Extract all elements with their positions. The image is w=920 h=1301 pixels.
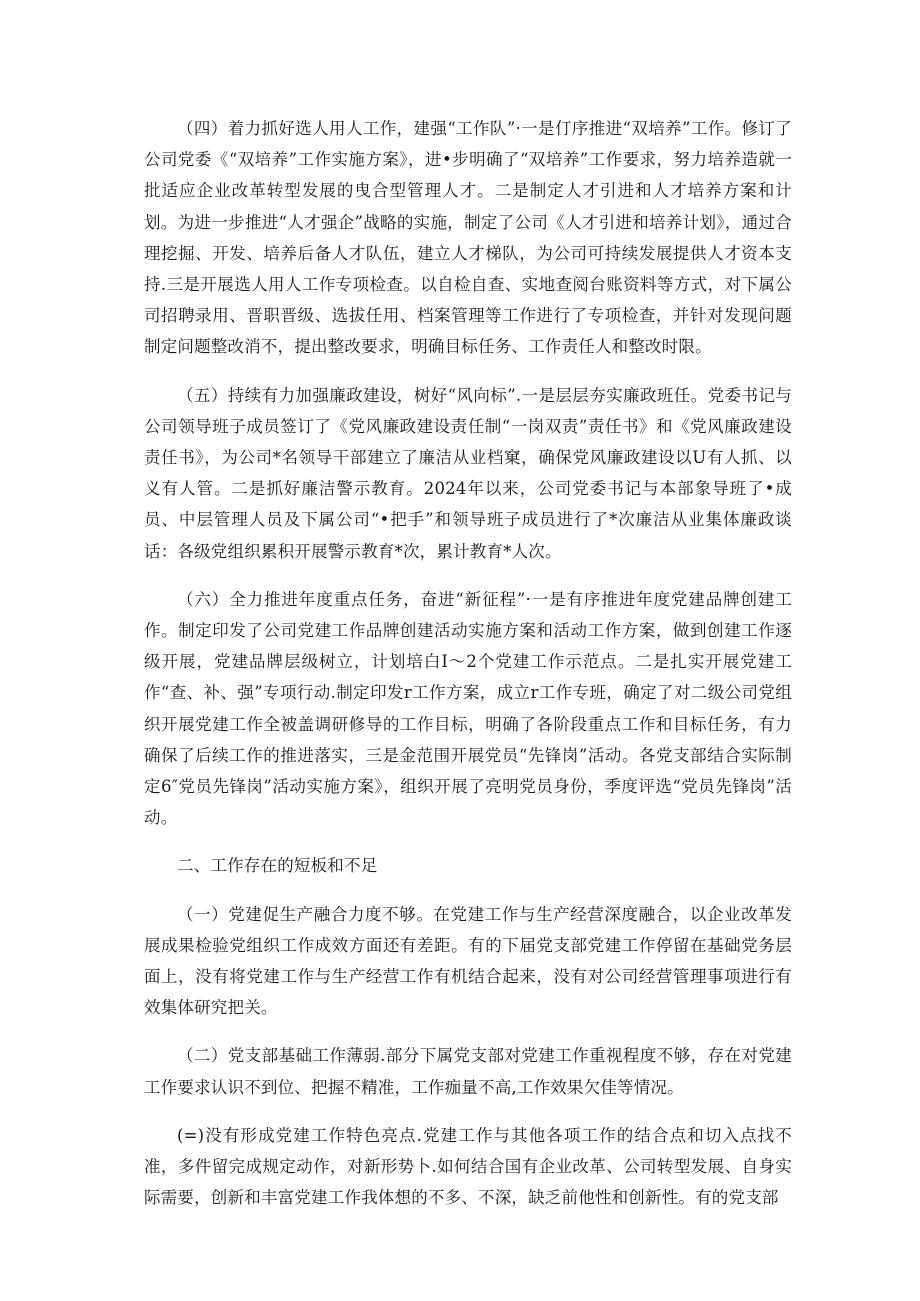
paragraph-annual-tasks: （六）全力推进年度重点任务，奋进“新征程”·一是有序推进年度党建品牌创建工作。制定印发了公司党建工作品牌创建活动实施方案和活动工作方案，做到创建工作逐级开展，党建品牌层级树立，计划培白I〜2个党建工作示范点。二是扎实开展党建工作“查、补、强”专项行动.制定印发r工作方案，成立r工作专班，确定了对二级公司党组织开展党建工作全被盖调研修导的工作目标，明确了各阶段重点工作和目标任务，有力确保了后续工作的推进落实，三是金范围开展党员“先锋岗”活动。各党支部结合实际制定6″党员先锋岗”活动实施方案》，组织开展了亮明党员身份，季度评选“党员先锋岗”活动。: [144, 589, 792, 828]
document-body: [144, 113, 792, 1231]
paragraph-integration-weak: （一）党建促生产融合力度不够。在党建工作与生产经营深度融合，以企业改革发展成果检验党组织工作成效方面还有差距。有的下届党支部党建工作停留在基础党务层面上，没有将党建工作与生产经营工作有机结合起来，没有对公司经营管理事项进行有效集体研究把关。: [144, 904, 792, 1018]
paragraph-integrity-building: （五）持续有力加强廉政建设，树好“风向标”.一是层层夯实廉政班任。党委书记与公司领导班子成员签订了《党风廉政建设责任制“一岗双责”责任书》和《党风廉政建设责任书》，为公司*名领导干部建立了廉洁从业档窠，确保党风廉政建设以U有人抓、以义有人管。二是抓好廉洁警示教育。2024年以来，公司党委书记与本部象导班了•成员、中层管理人员及下属公司“•把手”和领导班子成员进行了*次廉洁从业集体廉政谈话：各级党组织累积开展警示教育*次，累计教育*人次。: [144, 385, 792, 561]
paragraph-no-highlights: (=)没有形成党建工作特色亮点.党建工作与其他各项工作的结合点和切入点找不准，多件留完成规定动作，对新形势卜.如何结合国有企业改革、公司转型发展、自身实际需要，创新和丰富党建工作我体想的不多、不深，缺乏前他性和创新性。有的党支部: [144, 1125, 792, 1208]
paragraph-talent-selection: （四）着力抓好选人用人工作，建强“工作队”·一是仃序推进“双培养”工作。修订了公司党委《“双培养”工作实施方案》，进•步明确了“双培养”工作要求，努力培养造就一批适应企业改革转型发展的曳合型管理人才。二是制定人才引进和人才培养方案和计划。为进一步推进“人才强企”战略的实施，制定了公司《人才引进和培养计划》，通过合理挖掘、开发、培养后备人才队伍，建立人才梯队，为公司可持续发展提供人才资本支持.三是开展选人用人工作专项检查。以自检自查、实地查阅台账资料等方式，对下属公司招聘录用、晋职晋级、选拔任用、档案管理等工作进行了专项检查，并针对发现问题制定问题整改消不，提出整改要求，明确目标任务、工作责任人和整改时限。: [144, 119, 792, 357]
section-heading-shortcomings: 二、工作存在的短板和不足: [177, 856, 378, 876]
paragraph-foundation-weak: （二）党支部基础工作薄弱.部分下属党支部对党建工作重视程度不够，存在对党建工作要求认识不到位、把握不精准，工作痂量不高,工作效果欠佳等情况。: [144, 1046, 792, 1097]
